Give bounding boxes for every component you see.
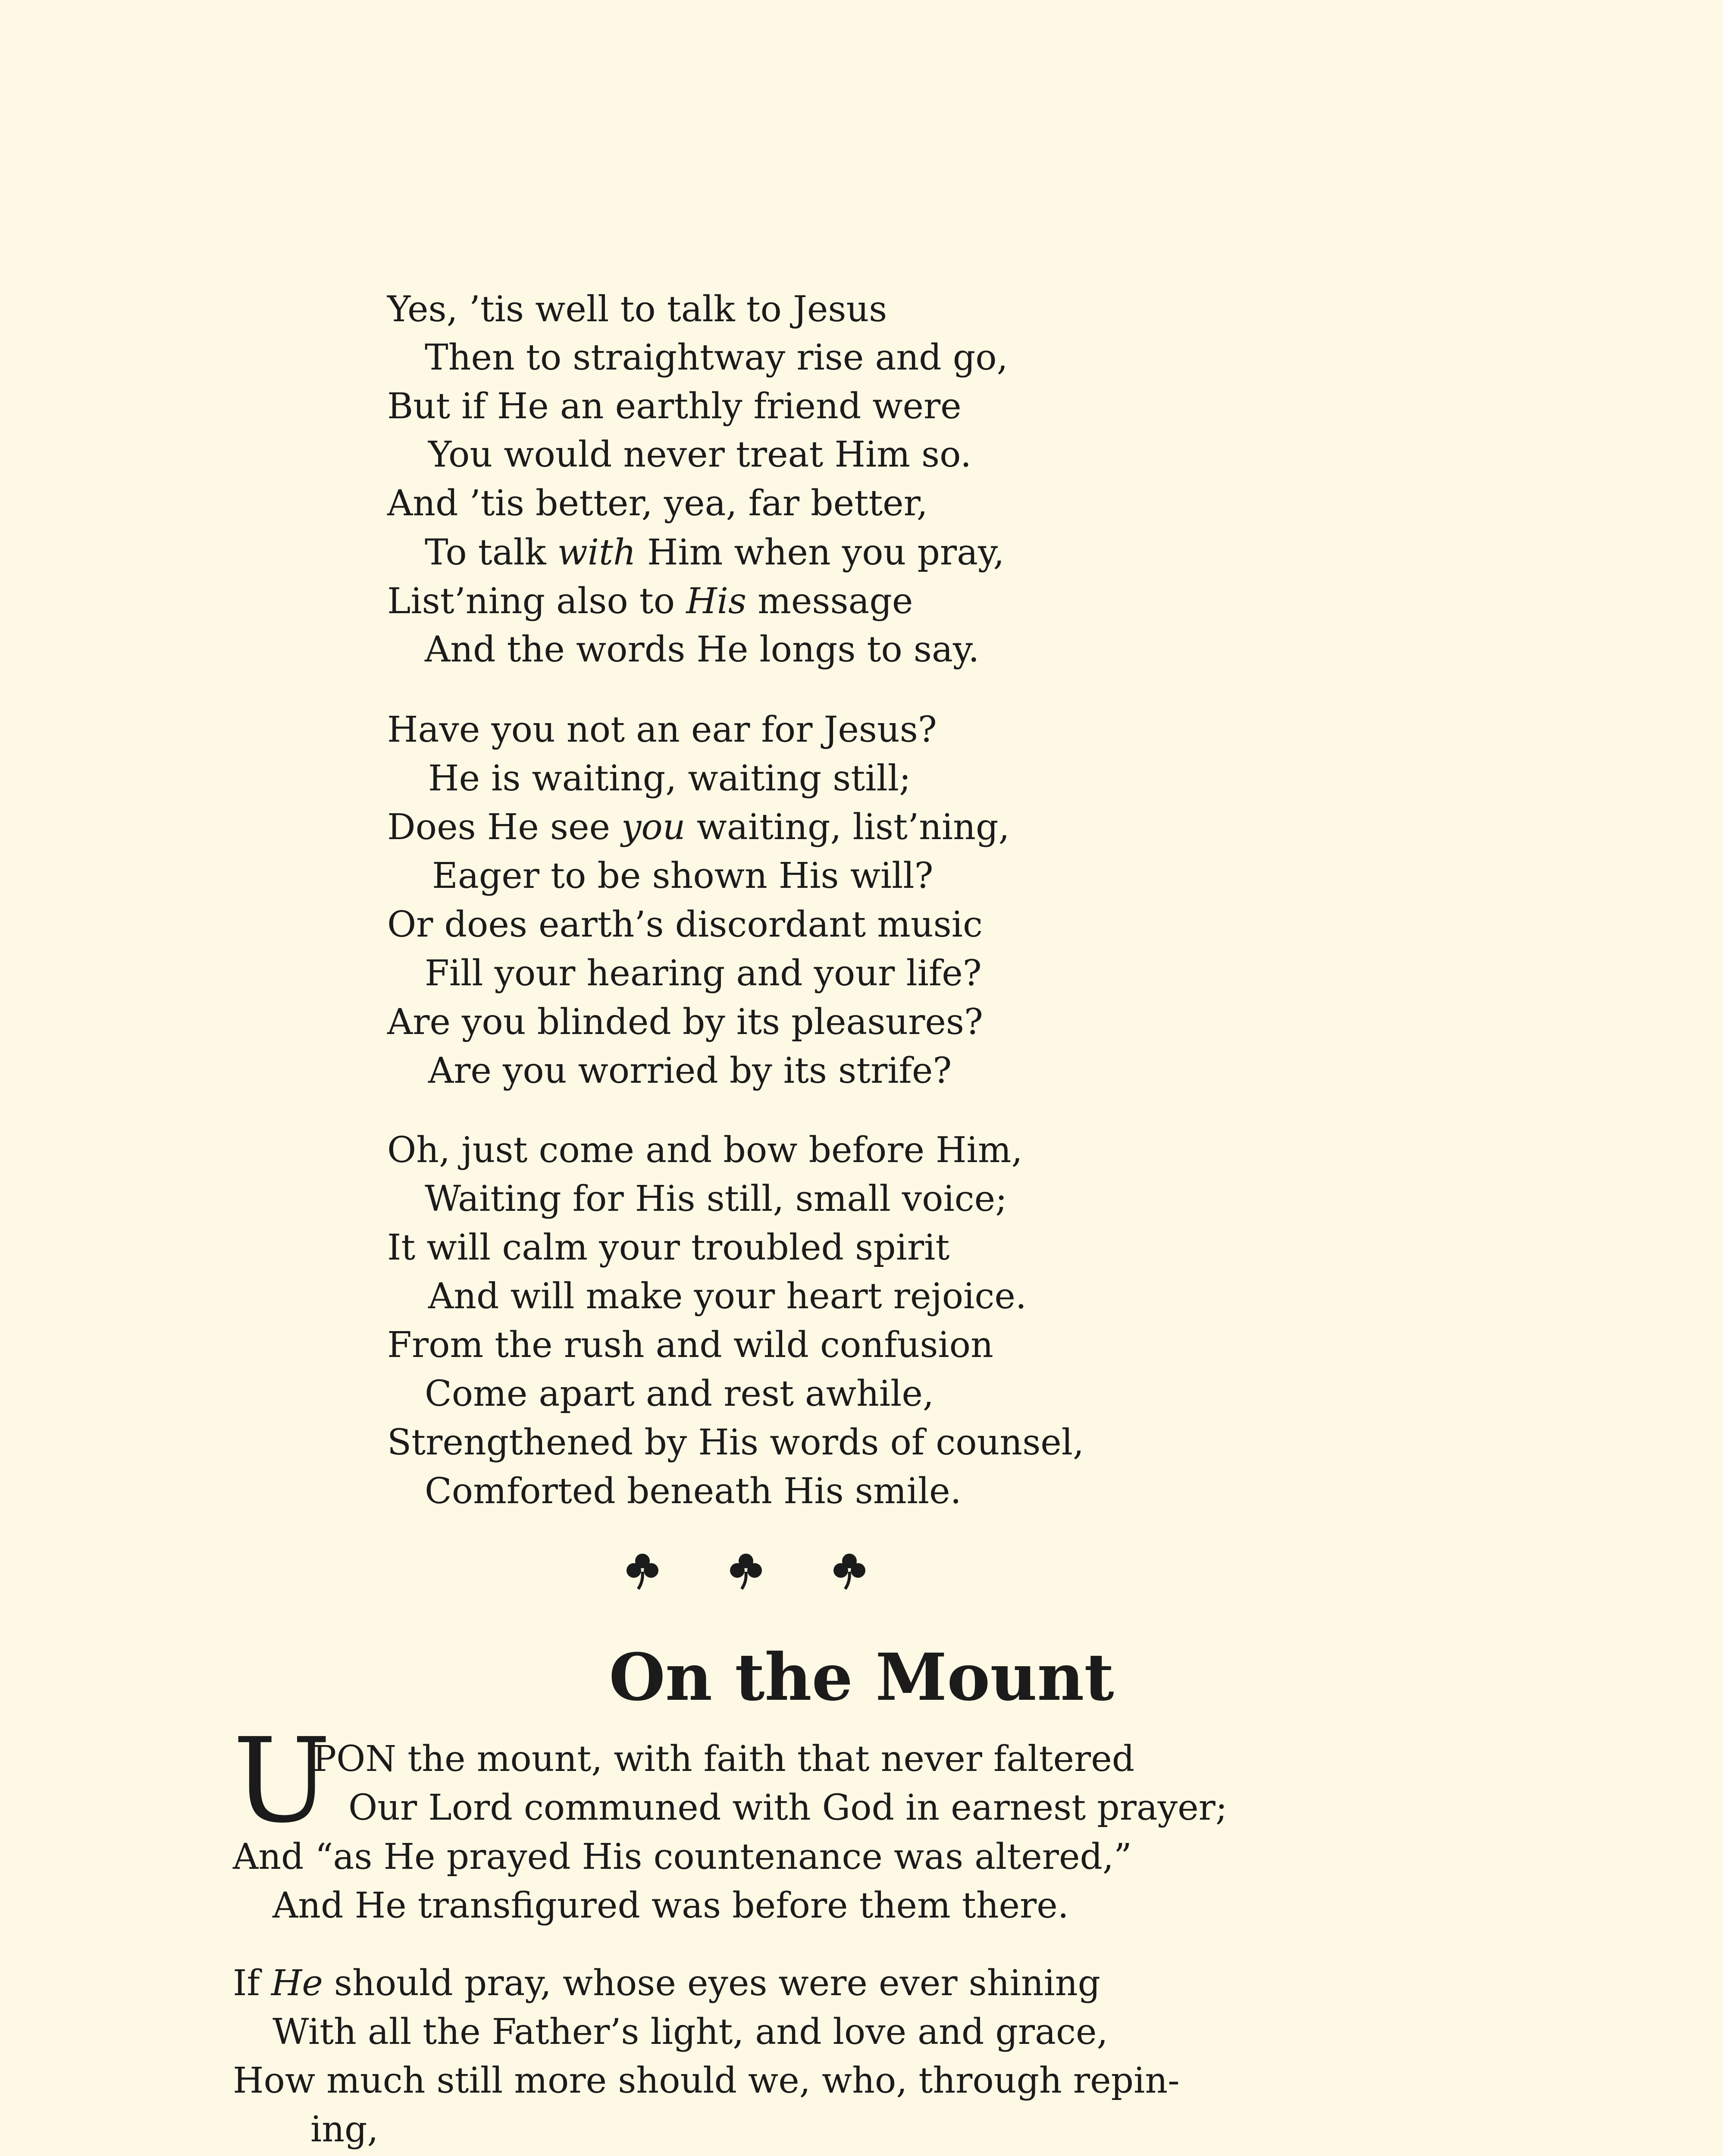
poem-line: Fill your hearing and your life?: [425, 953, 982, 994]
poem-line: Strengthened by His words of counsel,: [387, 1422, 1084, 1463]
poem-line: You would never treat Him so.: [428, 434, 972, 475]
poem-line: Yes, ’tis well to talk to Jesus: [387, 289, 887, 330]
poem-line: And ’tis better, yea, far better,: [387, 483, 928, 524]
poem-line: List’ning also to His message: [387, 581, 913, 622]
poem-line: But if He an earthly friend were: [387, 386, 962, 427]
poem-line: To talk with Him when you pray,: [425, 532, 1005, 573]
poem-line: Waiting for His still, small voice;: [425, 1178, 1007, 1219]
poem-line: ing,: [310, 2109, 379, 2150]
poem-line: Or does earth’s discordant music: [387, 904, 983, 945]
poem-line: From the rush and wild confusion: [387, 1325, 993, 1366]
poem-line: Comforted beneath His smile.: [425, 1471, 962, 1512]
poem-line: Eager to be shown His will?: [432, 856, 934, 896]
poem-line: Are you blinded by its pleasures?: [387, 1002, 983, 1043]
shamrock-ornament-icon: [724, 1548, 768, 1591]
poem-line: How much still more should we, who, through repin-: [233, 2060, 1180, 2101]
poem-line: And will make your heart rejoice.: [428, 1276, 1027, 1317]
poem-line: PON the mount, with faith that never faltered: [313, 1739, 1135, 1780]
poem-line: If He should pray, whose eyes were ever shining: [233, 1963, 1101, 2004]
poem-line: Have you not an ear for Jesus?: [387, 709, 937, 750]
poem-line: Are you worried by its strife?: [428, 1050, 952, 1091]
shamrock-ornament-icon: [621, 1548, 664, 1591]
poem-line: Then to straightway rise and go,: [425, 337, 1008, 378]
poem-line: Our Lord communed with God in earnest prayer;: [348, 1787, 1228, 1828]
poem-line: And He transfigured was before them there.: [273, 1885, 1069, 1926]
poem-title: On the Mount: [609, 1639, 1114, 1715]
poem-line: Does He see you waiting, list’ning,: [387, 807, 1010, 848]
poem-line: It will calm your troubled spirit: [387, 1227, 950, 1268]
poem-line: Oh, just come and bow before Him,: [387, 1130, 1023, 1171]
poem-line: He is waiting, waiting still;: [428, 758, 911, 799]
poem-line: And the words He longs to say.: [425, 629, 980, 670]
shamrock-ornament-icon: [828, 1548, 871, 1591]
drop-cap: U: [233, 1713, 331, 1849]
poem-line: Come apart and rest awhile,: [425, 1373, 934, 1414]
section-divider: [621, 1548, 871, 1591]
poem-line: With all the Father’s light, and love and grace,: [273, 2012, 1108, 2053]
poem-line: And “as He prayed His countenance was altered,”: [233, 1836, 1132, 1877]
